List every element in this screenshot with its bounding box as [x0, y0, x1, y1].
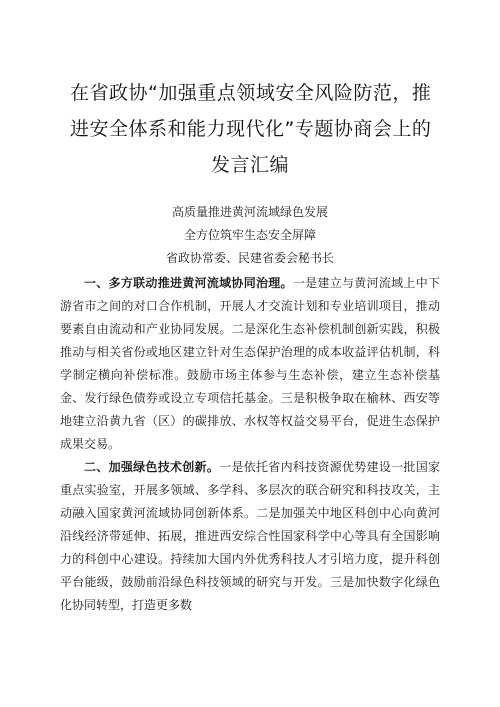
title-line-1: 在省政协“加强重点领域安全风险防范，推: [70, 82, 432, 104]
paragraph-2: [60, 456, 440, 617]
paragraph-1-heading: 一、多方联动推进黄河流域协同治理。: [84, 276, 293, 290]
document-title: [70, 75, 430, 183]
speaker-line: 省政协常委、民建省委会秘书长: [165, 251, 334, 265]
title-line-3: 发言汇编: [210, 154, 289, 176]
paragraph-1: [60, 272, 440, 456]
title-line-2: 进安全体系和能力现代化”专题协商会上的: [70, 118, 432, 140]
speech-title-line-1: 高质量推进黄河流域绿色发展: [171, 205, 328, 219]
body-text: [60, 272, 440, 617]
speech-title-line-2: 全方位筑牢生态安全屏障: [183, 228, 316, 242]
paragraph-2-heading: 二、加强绿色技术创新。: [84, 460, 220, 474]
paragraph-1-text: 一是建立与黄河流域上中下游省市之间的对口合作机制，开展人才交流计划和专业培训项目，推动要素自由流动和产业协同发展。二是深化生态补偿机制创新实践，积极推动与相关省份或地区建立针对生态保护治理的成本收益评估机制，科学制定横向补偿标准。鼓励市场主体参与生态补偿，建立生态补偿基金、发行绿色债券或设立专项信托基金。三是积极争取在榆林、西安等地建立沿黄九省（区）的碳排放、水权等权益交易平台，促进生态保护成果交易。: [60, 276, 440, 451]
paragraph-2-text: 一是依托省内科技资源优势建设一批国家重点实验室，开展多领域、多学科、多层次的联合研究和科技攻关，主动融入国家黄河流域协同创新体系。二是加强关中地区科创中心向黄河沿线经济带延伸、拓展，推进西安综合性国家科学中心等具有全国影响力的科创中心建设。持续加大国内外优秀科技人才引培力度，提升科创平台能级，鼓励前沿绿色科技领域的研究与开发。三是加快数字化绿色化协同转型，打造更多数: [60, 460, 440, 612]
